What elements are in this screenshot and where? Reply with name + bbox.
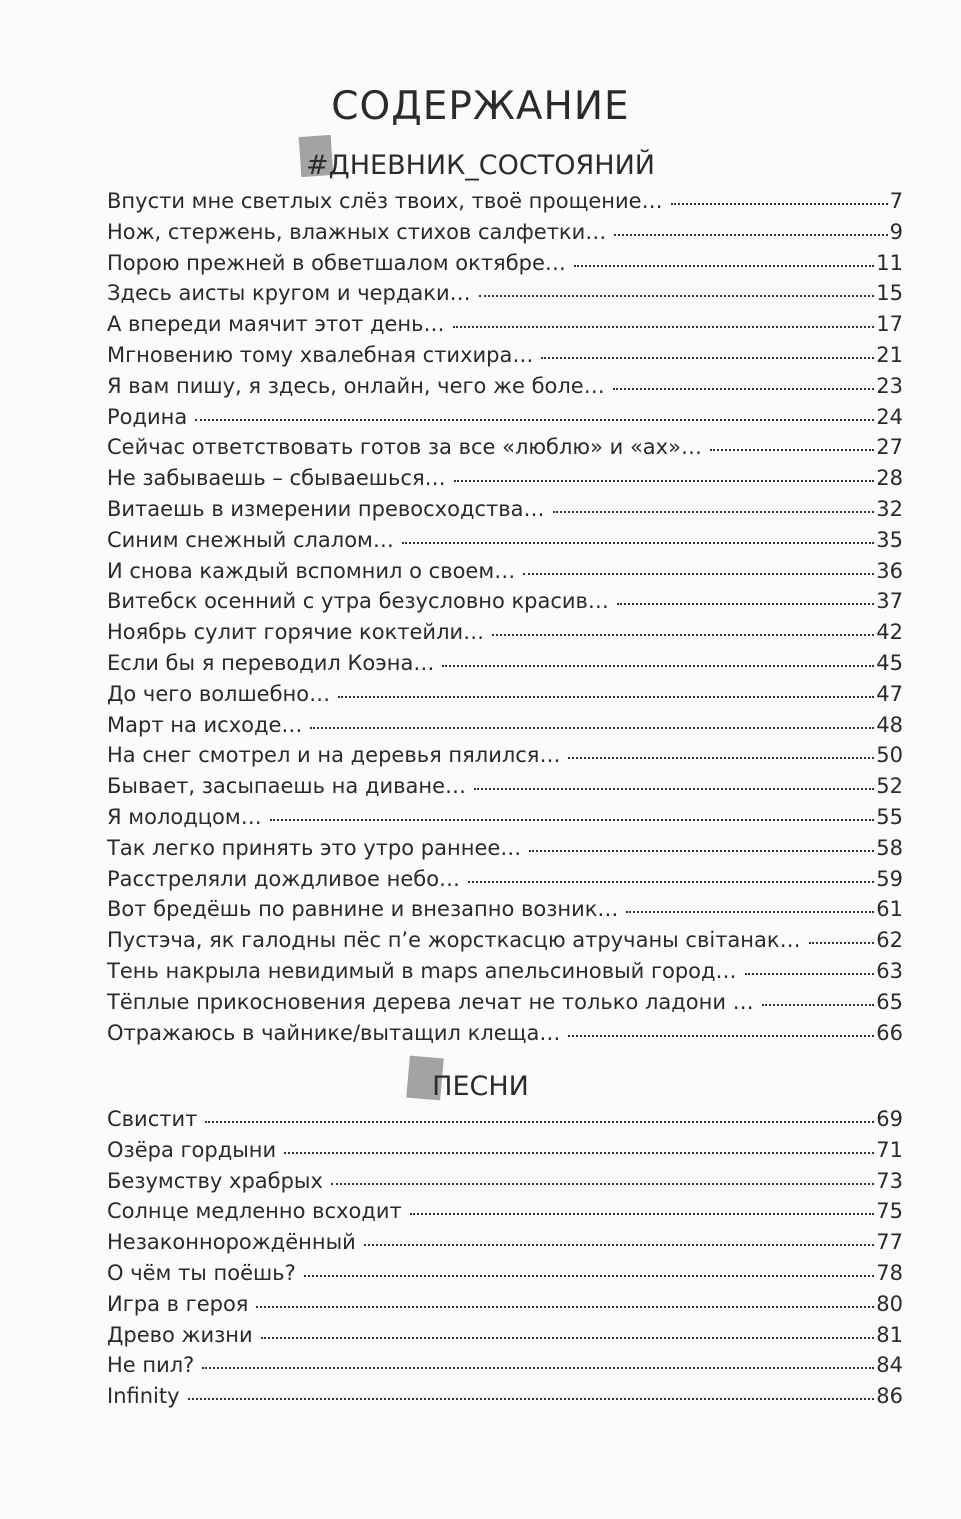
- page-number: 81: [876, 1322, 903, 1347]
- entry-title: О чём ты поёшь?: [107, 1260, 296, 1285]
- dot-leader: [568, 1035, 874, 1037]
- toc-entry: [107, 1381, 903, 1412]
- toc-entry: [107, 494, 903, 525]
- dot-leader: [553, 511, 875, 513]
- page-number: 61: [876, 897, 903, 922]
- dot-leader: [442, 665, 874, 667]
- entry-title: Впусти мне светлых слёз твоих, твоё прощение…: [107, 189, 663, 213]
- toc-list-songs: [107, 1104, 903, 1412]
- dot-leader: [529, 850, 874, 852]
- dot-leader: [468, 881, 874, 883]
- dot-leader: [256, 1306, 874, 1308]
- dot-leader: [568, 757, 874, 759]
- toc-entry: [107, 617, 903, 648]
- entry-title: Тёплые прикосновения дерева лечат не только ладони …: [107, 989, 754, 1014]
- section-heading-songs: [0, 1071, 961, 1102]
- entry-title: Витебск осенний с утра безусловно красив…: [107, 589, 609, 614]
- entry-title: Солнце медленно всходит: [107, 1199, 402, 1224]
- entry-title: Незаконнорождённый: [107, 1230, 356, 1255]
- toc-entry: [107, 525, 903, 556]
- toc-entry: [107, 1320, 903, 1351]
- entry-title: Тень накрыла невидимый в maps апельсиновый город…: [107, 958, 737, 983]
- toc-entry: [107, 1018, 903, 1049]
- toc-entry: [107, 864, 903, 895]
- entry-title: Я вам пишу, я здесь, онлайн, чего же боле…: [107, 373, 605, 398]
- entry-title: Свистит: [107, 1107, 198, 1131]
- toc-entry: [107, 1227, 903, 1258]
- entry-title: И снова каждый вспомнил о своем…: [107, 558, 516, 583]
- dot-leader: [541, 357, 874, 359]
- entry-title: Пустэча, як галодны пёс п’е жорсткасцю атручаны світанак…: [107, 928, 801, 953]
- toc-entry: [107, 1289, 903, 1320]
- page-number: 66: [876, 1020, 903, 1045]
- toc-entry: [107, 1258, 903, 1289]
- entry-title: Я молодцом…: [107, 804, 262, 829]
- page-number: 47: [876, 681, 903, 706]
- entry-title: Infinity: [107, 1384, 180, 1409]
- entry-title: Сейчас ответствовать готов за все «люблю» и «ах»…: [107, 435, 702, 460]
- page-number: 35: [876, 527, 903, 552]
- page-number: 77: [876, 1230, 903, 1255]
- entry-title: Древо жизни: [107, 1322, 253, 1347]
- entry-title: Порою прежней в обветшалом октябре…: [107, 250, 566, 275]
- page-number: 27: [876, 435, 903, 460]
- dot-leader: [479, 295, 875, 297]
- entry-title: Бывает, засыпаешь на диване…: [107, 774, 467, 799]
- dot-leader: [402, 542, 874, 544]
- dot-leader: [331, 1183, 874, 1185]
- toc-entry: [107, 556, 903, 587]
- section-heading-text: #ДНЕВНИК_СОСТОЯНИЙ: [306, 150, 655, 181]
- entry-title: Отражаюсь в чайнике/вытащил клеща…: [107, 1020, 561, 1045]
- entry-title: А впереди маячит этот день…: [107, 312, 445, 337]
- page-number: 52: [876, 774, 903, 799]
- entry-title: Безумству храбрых: [107, 1168, 323, 1193]
- page-number: 55: [876, 804, 903, 829]
- toc-entry: [107, 186, 903, 217]
- page-number: 11: [876, 250, 903, 275]
- dot-leader: [762, 1004, 875, 1006]
- entry-title: Ноябрь сулит горячие коктейли…: [107, 620, 485, 645]
- dot-leader: [304, 1275, 874, 1277]
- page-number: 45: [876, 650, 903, 675]
- entry-title: Нож, стержень, влажных стихов салфетки…: [107, 219, 607, 244]
- dot-leader: [284, 1152, 874, 1154]
- dot-leader: [671, 203, 888, 205]
- toc-entry: [107, 833, 903, 864]
- page-number: 32: [876, 496, 903, 521]
- toc-entry: [107, 679, 903, 710]
- toc-entry: [107, 309, 903, 340]
- toc-entry: [107, 402, 903, 433]
- page-number: 24: [876, 404, 903, 429]
- entry-title: Так легко принять это утро раннее…: [107, 835, 522, 860]
- dot-leader: [626, 911, 874, 913]
- toc-entry: [107, 894, 903, 925]
- toc-entry: [107, 1166, 903, 1197]
- toc-entry: [107, 278, 903, 309]
- page-number: 59: [876, 866, 903, 891]
- entry-title: Вот бредёшь по равнине и внезапно возник…: [107, 897, 619, 922]
- toc-entry: [107, 217, 903, 248]
- dot-leader: [574, 265, 874, 267]
- toc-entry: [107, 586, 903, 617]
- dot-leader: [710, 449, 874, 451]
- dot-leader: [310, 727, 874, 729]
- dot-leader: [270, 819, 875, 821]
- toc-entry: [107, 1135, 903, 1166]
- toc-entry: [107, 648, 903, 679]
- page-number: 50: [876, 743, 903, 768]
- dot-leader: [410, 1213, 875, 1215]
- page-number: 58: [876, 835, 903, 860]
- page-number: 17: [876, 312, 903, 337]
- page-number: 48: [876, 712, 903, 737]
- toc-list-diary: [107, 186, 903, 1048]
- page-number: 63: [876, 958, 903, 983]
- entry-title: Мгновению тому хвалебная стихира…: [107, 342, 534, 367]
- toc-entry: [107, 956, 903, 987]
- dot-leader: [523, 573, 874, 575]
- toc-entry: [107, 1350, 903, 1381]
- dot-leader: [195, 419, 874, 421]
- page-title: СОДЕРЖАНИЕ: [331, 84, 630, 129]
- dot-leader: [613, 388, 875, 390]
- page-number: 84: [876, 1353, 903, 1378]
- toc-entry: [107, 771, 903, 802]
- toc-entry: [107, 710, 903, 741]
- page-number: 15: [876, 281, 903, 306]
- entry-title: До чего волшебно…: [107, 681, 331, 706]
- dot-leader: [188, 1398, 875, 1400]
- page-number: 86: [876, 1384, 903, 1409]
- dot-leader: [492, 634, 874, 636]
- page-number: 28: [876, 466, 903, 491]
- dot-leader: [745, 973, 875, 975]
- page-number: 37: [876, 589, 903, 614]
- toc-entry: [107, 1196, 903, 1227]
- entry-title: Здесь аисты кругом и чердаки…: [107, 281, 471, 306]
- toc-entry: [107, 371, 903, 402]
- page-number: 9: [889, 219, 903, 244]
- entry-title: Не пил?: [107, 1353, 195, 1378]
- toc-entry: [107, 463, 903, 494]
- section-heading-diary: [0, 150, 961, 181]
- dot-leader: [474, 788, 874, 790]
- dot-leader: [364, 1244, 874, 1246]
- page-number: 62: [876, 928, 903, 953]
- page-number: 75: [876, 1199, 903, 1224]
- toc-entry: [107, 987, 903, 1018]
- dot-leader: [338, 696, 874, 698]
- page-number: 78: [876, 1260, 903, 1285]
- entry-title: Если бы я переводил Коэна…: [107, 650, 435, 675]
- dot-leader: [809, 942, 875, 944]
- dot-leader: [202, 1367, 874, 1369]
- dot-leader: [454, 480, 875, 482]
- dot-leader: [205, 1121, 874, 1123]
- page-number: 7: [889, 189, 903, 213]
- page-number: 65: [876, 989, 903, 1014]
- entry-title: Расстреляли дождливое небо…: [107, 866, 461, 891]
- dot-leader: [453, 326, 875, 328]
- dot-leader: [261, 1337, 875, 1339]
- page-number: 73: [876, 1168, 903, 1193]
- page-number: 42: [876, 620, 903, 645]
- toc-entry: [107, 925, 903, 956]
- entry-title: Март на исходе…: [107, 712, 303, 737]
- dot-leader: [614, 234, 887, 236]
- dot-leader: [617, 603, 874, 605]
- entry-title: Витаешь в измерении превосходства…: [107, 496, 545, 521]
- page-number: 23: [876, 373, 903, 398]
- toc-entry: [107, 340, 903, 371]
- toc-entry: [107, 432, 903, 463]
- toc-entry: [107, 802, 903, 833]
- entry-title: Родина: [107, 404, 188, 429]
- toc-entry: [107, 1104, 903, 1135]
- entry-title: Не забываешь – сбываешься…: [107, 466, 446, 491]
- section-heading-text: ПЕСНИ: [432, 1071, 529, 1102]
- entry-title: Игра в героя: [107, 1291, 249, 1316]
- toc-entry: [107, 248, 903, 279]
- page-number: 80: [876, 1291, 903, 1316]
- entry-title: Синим снежный слалом…: [107, 527, 394, 552]
- page-number: 21: [876, 342, 903, 367]
- entry-title: На снег смотрел и на деревья пялился…: [107, 743, 561, 768]
- page-number: 69: [876, 1107, 903, 1131]
- page-number: 36: [876, 558, 903, 583]
- entry-title: Озёра гордыни: [107, 1137, 277, 1162]
- toc-entry: [107, 740, 903, 771]
- page-number: 71: [876, 1137, 903, 1162]
